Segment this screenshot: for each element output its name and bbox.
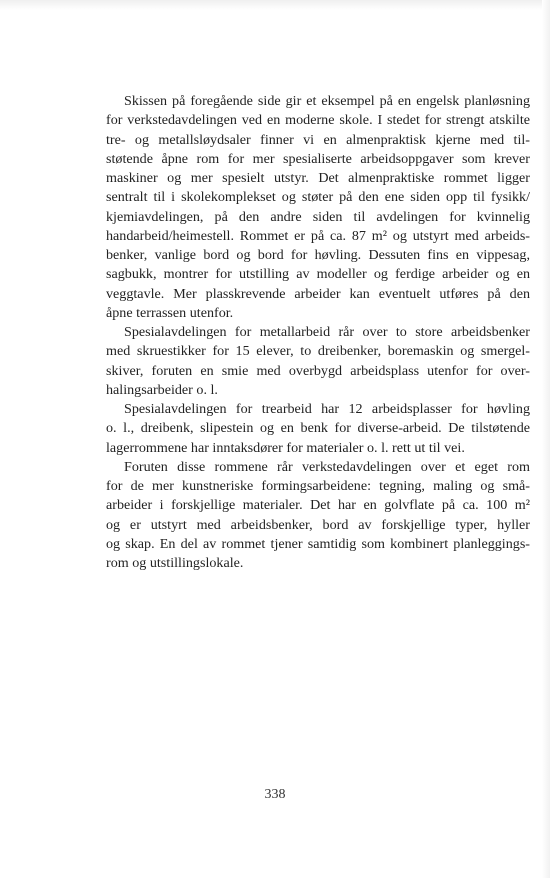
text-line: støtende åpne rom for mer spesialiserte arbeidsoppgaver som krever — [106, 150, 530, 167]
text-line: tre- og metallsløydsaler finner vi en almenpraktisk kjerne med til- — [106, 131, 530, 148]
text-line: rom og utstillingslokale. — [106, 555, 244, 571]
page-number: 338 — [264, 787, 286, 802]
text-line: sentralt til i skolekomplekset og støter på den ene siden opp til fysikk/ — [106, 189, 530, 206]
text-line: åpne terrassen utenfor. — [106, 304, 234, 321]
paragraph-1 — [106, 92, 530, 323]
text-line: halingsarbeider o. l. — [106, 381, 218, 398]
text-line: for de mer kunstneriske formingsarbeidene: tegning, maling og små- — [106, 478, 530, 494]
page-top-scan-edge — [0, 0, 550, 10]
text-line: Skissen på foregående side gir et eksempel på en engelsk planløsning — [124, 93, 530, 109]
paragraph-3 — [106, 400, 530, 458]
text-line: og er utstyrt med arbeidsbenker, bord av forskjellige typer, hyller — [106, 516, 530, 533]
text-line: Foruten disse rommene rår verkstedavdelingen over et eget rom — [124, 458, 530, 475]
text-line: for verkstedavdelingen ved en moderne skole. I stedet for strengt atskilte — [106, 112, 530, 129]
text-line: arbeider i forskjellige materialer. Det har en golvflate på ca. 100 m² — [106, 497, 530, 514]
page-right-scan-edge — [542, 0, 550, 878]
main-text — [106, 92, 530, 573]
text-line: Spesialavdelingen for trearbeid har 12 arbeidsplasser for høvling — [124, 401, 530, 417]
paragraph-2 — [106, 323, 530, 400]
text-line: maskiner og mer spesielt utstyr. Det almenpraktiske rommet ligger — [106, 170, 530, 186]
text-line: Spesialavdelingen for metallarbeid rår over to store arbeidsbenker — [124, 324, 530, 340]
text-line: benker, vanlige bord og bord for høvling. Dessuten fins en vippesag, — [106, 247, 530, 263]
text-line: kjemiavdelingen, på den andre siden til avdelingen for kvinnelig — [106, 208, 530, 225]
text-line: o. l., dreibenk, slipestein og en benk for diverse-arbeid. De tilstøtende — [106, 420, 530, 437]
text-line: skiver, foruten en smie med overbygd arbeidsplass utenfor for over- — [106, 362, 530, 379]
text-line: veggtavle. Mer plasskrevende arbeider kan eventuelt utføres på den — [106, 285, 530, 302]
text-line: sagbukk, montrer for utstilling av modeller og ferdige arbeider og en — [106, 266, 530, 283]
paragraph-4 — [106, 458, 530, 574]
text-line: og skap. En del av rommet tjener samtidig som kombinert planleggings- — [106, 535, 530, 552]
text-line: med skruestikker for 15 elever, to dreibenker, boremaskin og smergel- — [106, 343, 530, 360]
text-line: handarbeid/heimestell. Rommet er på ca. 87 m² og utstyrt med arbeids- — [106, 227, 530, 244]
text-line: lagerrommene har inntaksdører for materialer o. l. rett ut til vei. — [106, 439, 465, 456]
